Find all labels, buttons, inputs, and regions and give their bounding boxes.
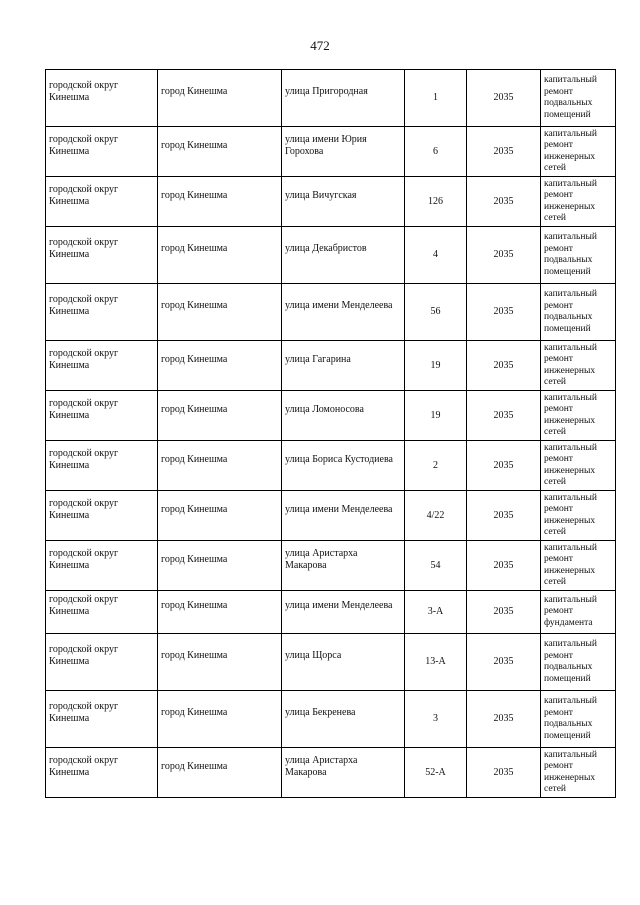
- year-text: 2035: [493, 559, 514, 571]
- work-type-text: капитальный ремонт инженерных сетей: [544, 442, 597, 487]
- work-type-text: капитальный ремонт инженерных сетей: [544, 128, 597, 173]
- street-cell: [282, 634, 405, 691]
- work-type-cell: [541, 441, 616, 491]
- district-text: городской округ Кинешма: [49, 80, 119, 103]
- settlement-text: город Кинешма: [161, 139, 228, 151]
- year-text: 2035: [493, 306, 514, 317]
- work-type-text: капитальный ремонт подвальных помещений: [544, 232, 597, 277]
- settlement-cell: [158, 284, 282, 341]
- table-row: [46, 634, 616, 691]
- work-type-cell: [541, 391, 616, 441]
- house-number-text: 2: [433, 459, 438, 471]
- street-cell: [282, 591, 405, 634]
- table-body: [46, 70, 616, 798]
- street-text: улица Аристарха Макарова: [285, 547, 358, 571]
- settlement-cell: [158, 127, 282, 177]
- repair-schedule-table: [45, 69, 616, 798]
- settlement-text: город Кинешма: [161, 403, 228, 415]
- table-row: [46, 491, 616, 541]
- street-cell: [282, 748, 405, 798]
- street-text: улица имени Менделеева: [285, 503, 393, 515]
- street-cell: [282, 70, 405, 127]
- house-number-text: 126: [428, 195, 443, 207]
- table-row: [46, 127, 616, 177]
- district-text: городской округ Кинешма: [49, 701, 119, 724]
- table-row: [46, 284, 616, 341]
- table-row: [46, 177, 616, 227]
- house-number-cell: [405, 541, 467, 591]
- work-type-cell: [541, 591, 616, 634]
- year-cell: [467, 127, 541, 177]
- year-text: 2035: [493, 766, 514, 778]
- street-text: улица Бекренева: [285, 707, 356, 718]
- district-cell: [46, 177, 158, 227]
- year-cell: [467, 341, 541, 391]
- year-text: 2035: [493, 92, 514, 103]
- house-number-cell: [405, 227, 467, 284]
- year-text: 2035: [493, 409, 514, 421]
- work-type-text: капитальный ремонт подвальных помещений: [544, 639, 597, 684]
- table-row: [46, 591, 616, 634]
- street-cell: [282, 341, 405, 391]
- year-cell: [467, 491, 541, 541]
- house-number-cell: [405, 748, 467, 798]
- house-number-cell: [405, 441, 467, 491]
- work-type-cell: [541, 748, 616, 798]
- work-type-cell: [541, 634, 616, 691]
- street-cell: [282, 691, 405, 748]
- house-number-cell: [405, 127, 467, 177]
- page-number: 472: [310, 38, 330, 53]
- settlement-text: город Кинешма: [161, 553, 228, 565]
- district-cell: [46, 391, 158, 441]
- year-text: 2035: [493, 656, 514, 667]
- house-number-cell: [405, 491, 467, 541]
- settlement-text: город Кинешма: [161, 600, 228, 611]
- settlement-cell: [158, 227, 282, 284]
- district-text: городской округ Кинешма: [49, 594, 119, 617]
- house-number-cell: [405, 691, 467, 748]
- street-cell: [282, 441, 405, 491]
- table-row: [46, 691, 616, 748]
- settlement-cell: [158, 391, 282, 441]
- district-text: городской округ Кинешма: [49, 347, 119, 371]
- district-cell: [46, 491, 158, 541]
- work-type-cell: [541, 541, 616, 591]
- house-number-text: 56: [430, 306, 441, 317]
- year-cell: [467, 284, 541, 341]
- settlement-text: город Кинешма: [161, 86, 228, 97]
- house-number-text: 13-А: [425, 656, 446, 667]
- year-cell: [467, 748, 541, 798]
- house-number-text: 52-А: [425, 766, 446, 778]
- district-cell: [46, 691, 158, 748]
- district-text: городской округ Кинешма: [49, 754, 119, 778]
- work-type-cell: [541, 177, 616, 227]
- street-cell: [282, 541, 405, 591]
- settlement-text: город Кинешма: [161, 300, 228, 311]
- settlement-cell: [158, 441, 282, 491]
- house-number-text: 6: [433, 145, 438, 157]
- settlement-cell: [158, 491, 282, 541]
- work-type-cell: [541, 127, 616, 177]
- work-type-cell: [541, 341, 616, 391]
- settlement-text: город Кинешма: [161, 189, 228, 201]
- house-number-text: 4/22: [426, 509, 445, 521]
- work-type-cell: [541, 691, 616, 748]
- district-text: городской округ Кинешма: [49, 133, 119, 157]
- street-text: улица имени Юрия Горохова: [285, 133, 367, 157]
- settlement-cell: [158, 748, 282, 798]
- table-row: [46, 341, 616, 391]
- settlement-text: город Кинешма: [161, 650, 228, 661]
- district-cell: [46, 591, 158, 634]
- street-cell: [282, 284, 405, 341]
- year-cell: [467, 177, 541, 227]
- street-cell: [282, 127, 405, 177]
- district-text: городской округ Кинешма: [49, 237, 119, 260]
- house-number-cell: [405, 634, 467, 691]
- settlement-cell: [158, 541, 282, 591]
- house-number-cell: [405, 391, 467, 441]
- work-type-cell: [541, 284, 616, 341]
- work-type-text: капитальный ремонт подвальных помещений: [544, 696, 597, 741]
- district-cell: [46, 541, 158, 591]
- district-text: городской округ Кинешма: [49, 644, 119, 667]
- district-cell: [46, 634, 158, 691]
- year-cell: [467, 634, 541, 691]
- table-row: [46, 541, 616, 591]
- settlement-text: город Кинешма: [161, 760, 228, 772]
- street-text: улица Вичугская: [285, 189, 357, 201]
- work-type-text: капитальный ремонт инженерных сетей: [544, 342, 597, 387]
- year-cell: [467, 591, 541, 634]
- street-text: улица Декабристов: [285, 243, 367, 254]
- street-text: улица Гагарина: [285, 353, 351, 365]
- district-cell: [46, 127, 158, 177]
- work-type-cell: [541, 227, 616, 284]
- work-type-text: капитальный ремонт инженерных сетей: [544, 178, 597, 223]
- year-text: 2035: [493, 359, 514, 371]
- settlement-text: город Кинешма: [161, 707, 228, 718]
- settlement-cell: [158, 691, 282, 748]
- house-number-cell: [405, 341, 467, 391]
- street-cell: [282, 491, 405, 541]
- district-text: городской округ Кинешма: [49, 447, 119, 471]
- work-type-text: капитальный ремонт инженерных сетей: [544, 542, 597, 587]
- district-text: городской округ Кинешма: [49, 183, 119, 207]
- table-row: [46, 748, 616, 798]
- table-row: [46, 227, 616, 284]
- district-text: городской округ Кинешма: [49, 497, 119, 521]
- table-row: [46, 441, 616, 491]
- work-type-text: капитальный ремонт подвальных помещений: [544, 289, 597, 334]
- settlement-text: город Кинешма: [161, 353, 228, 365]
- district-text: городской округ Кинешма: [49, 397, 119, 421]
- house-number-text: 3-А: [427, 606, 444, 617]
- work-type-text: капитальный ремонт инженерных сетей: [544, 749, 597, 794]
- district-cell: [46, 341, 158, 391]
- house-number-cell: [405, 177, 467, 227]
- house-number-text: 4: [433, 249, 438, 260]
- district-cell: [46, 227, 158, 284]
- house-number-cell: [405, 591, 467, 634]
- settlement-cell: [158, 177, 282, 227]
- settlement-text: город Кинешма: [161, 243, 228, 254]
- year-cell: [467, 691, 541, 748]
- settlement-cell: [158, 341, 282, 391]
- settlement-text: город Кинешма: [161, 453, 228, 465]
- house-number-cell: [405, 284, 467, 341]
- settlement-cell: [158, 591, 282, 634]
- street-text: улица Ломоносова: [285, 403, 364, 415]
- house-number-text: 54: [430, 559, 441, 571]
- year-cell: [467, 541, 541, 591]
- street-text: улица имени Менделеева: [285, 600, 393, 611]
- work-type-cell: [541, 491, 616, 541]
- year-cell: [467, 441, 541, 491]
- settlement-cell: [158, 70, 282, 127]
- work-type-text: капитальный ремонт инженерных сетей: [544, 392, 597, 437]
- street-text: улица Бориса Кустодиева: [285, 453, 393, 465]
- work-type-text: капитальный ремонт инженерных сетей: [544, 492, 597, 537]
- street-text: улица Щорса: [285, 650, 342, 661]
- house-number-cell: [405, 70, 467, 127]
- street-text: улица имени Менделеева: [285, 300, 393, 311]
- table-row: [46, 70, 616, 127]
- district-cell: [46, 70, 158, 127]
- year-text: 2035: [493, 145, 514, 157]
- year-text: 2035: [493, 606, 514, 617]
- year-text: 2035: [493, 509, 514, 521]
- year-cell: [467, 391, 541, 441]
- year-text: 2035: [493, 195, 514, 207]
- work-type-cell: [541, 70, 616, 127]
- district-text: городской округ Кинешма: [49, 547, 119, 571]
- settlement-cell: [158, 634, 282, 691]
- street-text: улица Аристарха Макарова: [285, 754, 358, 778]
- settlement-text: город Кинешма: [161, 503, 228, 515]
- year-cell: [467, 70, 541, 127]
- house-number-text: 19: [430, 359, 441, 371]
- district-cell: [46, 284, 158, 341]
- work-type-text: капитальный ремонт подвальных помещений: [544, 75, 597, 120]
- district-cell: [46, 441, 158, 491]
- table-row: [46, 391, 616, 441]
- year-cell: [467, 227, 541, 284]
- street-cell: [282, 227, 405, 284]
- street-cell: [282, 177, 405, 227]
- work-type-text: капитальный ремонт фундамента: [544, 594, 597, 628]
- district-text: городской округ Кинешма: [49, 294, 119, 317]
- year-text: 2035: [493, 713, 514, 724]
- house-number-text: 19: [430, 409, 441, 421]
- district-cell: [46, 748, 158, 798]
- street-cell: [282, 391, 405, 441]
- house-number-text: 3: [433, 713, 438, 724]
- street-text: улица Пригородная: [285, 86, 368, 97]
- year-text: 2035: [493, 249, 514, 260]
- house-number-text: 1: [433, 92, 438, 103]
- year-text: 2035: [493, 459, 514, 471]
